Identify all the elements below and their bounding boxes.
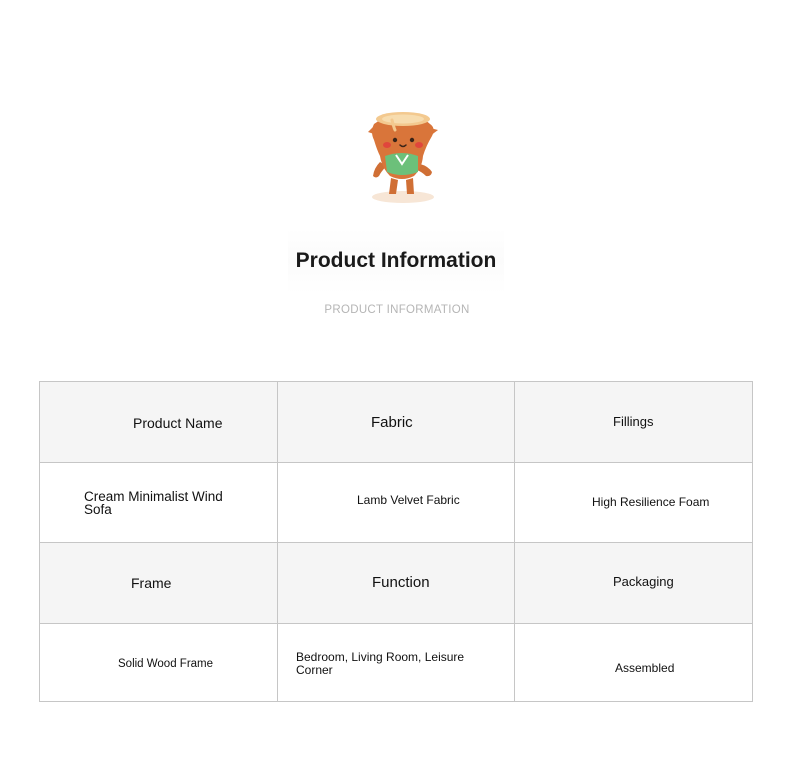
column-divider [277,382,278,701]
column-divider [514,382,515,701]
page-title: Product Information [288,228,504,294]
product-spec-table [39,381,753,702]
tree-stump-mascot-icon [360,106,444,206]
value-frame: Solid Wood Frame [118,658,214,670]
value-fabric: Lamb Velvet Fabric [357,493,460,507]
value-packaging: Assembled [615,661,675,675]
header-frame: Frame [131,575,172,591]
value-function: Bedroom, Living Room, Leisure Corner [296,650,465,677]
value-product-name: Cream Minimalist Wind Sofa [84,489,223,517]
header-fabric: Fabric [371,414,413,431]
header-fillings: Fillings [613,414,654,429]
header-product-name: Product Name [133,415,223,431]
header-function: Function [372,574,430,591]
value-fillings: High Resilience Foam [592,495,710,509]
header-packaging: Packaging [613,574,674,589]
page-subtitle: PRODUCT INFORMATION [324,304,470,316]
